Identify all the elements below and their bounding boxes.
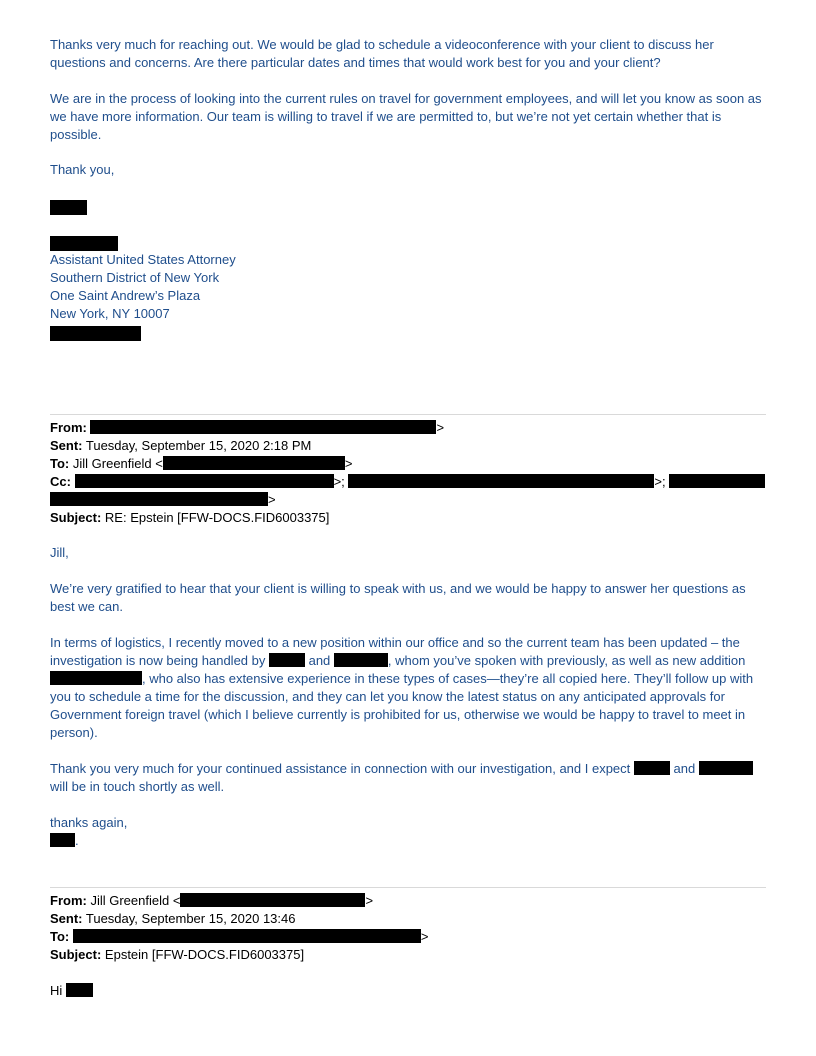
redaction-cc-3-continued	[50, 492, 268, 506]
angle-close: >	[436, 420, 445, 435]
cc-separator: >;	[654, 474, 666, 489]
para3-text-b: and	[669, 761, 699, 776]
header-divider	[50, 887, 766, 888]
email2-closing: thanks again,	[50, 815, 128, 830]
email2-from-line	[50, 419, 444, 437]
email3-from-line	[50, 892, 373, 910]
email2-cc-line	[50, 473, 766, 491]
email3-to-line	[50, 928, 428, 946]
signature-address-line-1: One Saint Andrew’s Plaza	[50, 288, 201, 303]
email3-greeting	[50, 982, 93, 1000]
header-divider	[50, 414, 766, 415]
sent-label: Sent:	[50, 911, 83, 926]
redaction-cc-2	[348, 474, 654, 488]
redaction-cc-1	[75, 474, 334, 488]
reply1-paragraph-2: We are in the process of looking into the current rules on travel for government employees, and will let you know as soon as we have more information. Our team is willing to travel if we are permitted to, but we’re not yet certain whether that is possible.	[50, 91, 762, 142]
subject-label: Subject:	[50, 510, 102, 525]
angle-close: >	[420, 929, 429, 944]
para3-text-c: will be in touch shortly as well.	[50, 779, 225, 794]
sent-date: Tuesday, September 15, 2020 13:46	[85, 911, 296, 926]
sent-date: Tuesday, September 15, 2020 2:18 PM	[85, 438, 312, 453]
redaction-signoff-name	[50, 833, 75, 847]
email2-cc-line-2	[50, 491, 276, 509]
from-name: Jill Greenfield <	[90, 893, 181, 908]
email2-sent-line	[50, 437, 311, 455]
email2-signoff	[50, 832, 79, 850]
signature-office: Southern District of New York	[50, 270, 220, 285]
subject-text: RE: Epstein [FFW-DOCS.FID6003375]	[104, 510, 330, 525]
sent-label: Sent:	[50, 438, 83, 453]
signature-address-line-2: New York, NY 10007	[50, 306, 170, 321]
email2-to-line	[50, 455, 352, 473]
email2-paragraph-2	[50, 634, 766, 742]
email3-sent-line	[50, 910, 295, 928]
redaction-signature-phone	[50, 326, 141, 341]
email2-paragraph-1: We’re very gratified to hear that your client is willing to speak with us, and we would be happy to answer her questions as best we can.	[50, 581, 746, 614]
angle-close: >	[268, 492, 276, 507]
para3-text-a: Thank you very much for your continued assistance in connection with our investigation, and I expect	[50, 761, 634, 776]
from-label: From:	[50, 420, 87, 435]
redaction-team-member-2	[699, 761, 753, 775]
signoff-period: .	[75, 833, 79, 848]
angle-close: >	[344, 456, 353, 471]
redaction-team-member-3	[50, 671, 142, 685]
para2-text-d: , who also has extensive experience in these types of cases—they’re all copied here. They’ll follow up with you to schedule a time for the discussion, and they can let you know the latest status on any anticipated approvals for Government foreign travel (which I believe currently is prohibited for us, otherwise we would be happy to travel to meet in person).	[50, 671, 754, 740]
redaction-from-address	[90, 420, 436, 434]
redaction-greeting-name	[66, 983, 93, 997]
redaction-to-address	[73, 929, 421, 943]
redaction-sender-first-name	[50, 200, 87, 215]
cc-separator: >;	[333, 474, 345, 489]
redaction-cc-3	[669, 474, 765, 488]
to-label: To:	[50, 929, 70, 944]
email2-subject-line	[50, 509, 329, 527]
to-label: To:	[50, 456, 70, 471]
subject-label: Subject:	[50, 947, 102, 962]
subject-text: Epstein [FFW-DOCS.FID6003375]	[104, 947, 305, 962]
para2-text-b: and	[304, 653, 334, 668]
email2-greeting: Jill,	[50, 545, 69, 560]
para2-text-c: , whom you’ve spoken with previously, as well as new addition	[387, 653, 746, 668]
redaction-to-address	[163, 456, 345, 470]
redaction-sender-name	[50, 236, 118, 251]
redaction-from-address	[180, 893, 365, 907]
cc-label: Cc:	[50, 474, 71, 489]
signature-title: Assistant United States Attorney	[50, 252, 236, 267]
angle-close: >	[365, 893, 374, 908]
redaction-team-member-1	[269, 653, 305, 667]
para2-text-a: In terms of logistics, I recently moved to a new position within our office and so the current team has been updated – the investigation is now being handled by	[50, 635, 740, 668]
email2-paragraph-3	[50, 760, 766, 796]
email3-subject-line	[50, 946, 304, 964]
greeting-text: Hi	[50, 983, 66, 998]
redaction-team-member-2	[334, 653, 388, 667]
reply1-paragraph-1: Thanks very much for reaching out. We would be glad to schedule a videoconference with your client to discuss her questions and concerns. Are there particular dates and times that would work best for you and your client?	[50, 37, 714, 70]
reply1-closing: Thank you,	[50, 162, 115, 177]
to-name: Jill Greenfield <	[72, 456, 163, 471]
from-label: From:	[50, 893, 87, 908]
redaction-team-member-1	[634, 761, 670, 775]
